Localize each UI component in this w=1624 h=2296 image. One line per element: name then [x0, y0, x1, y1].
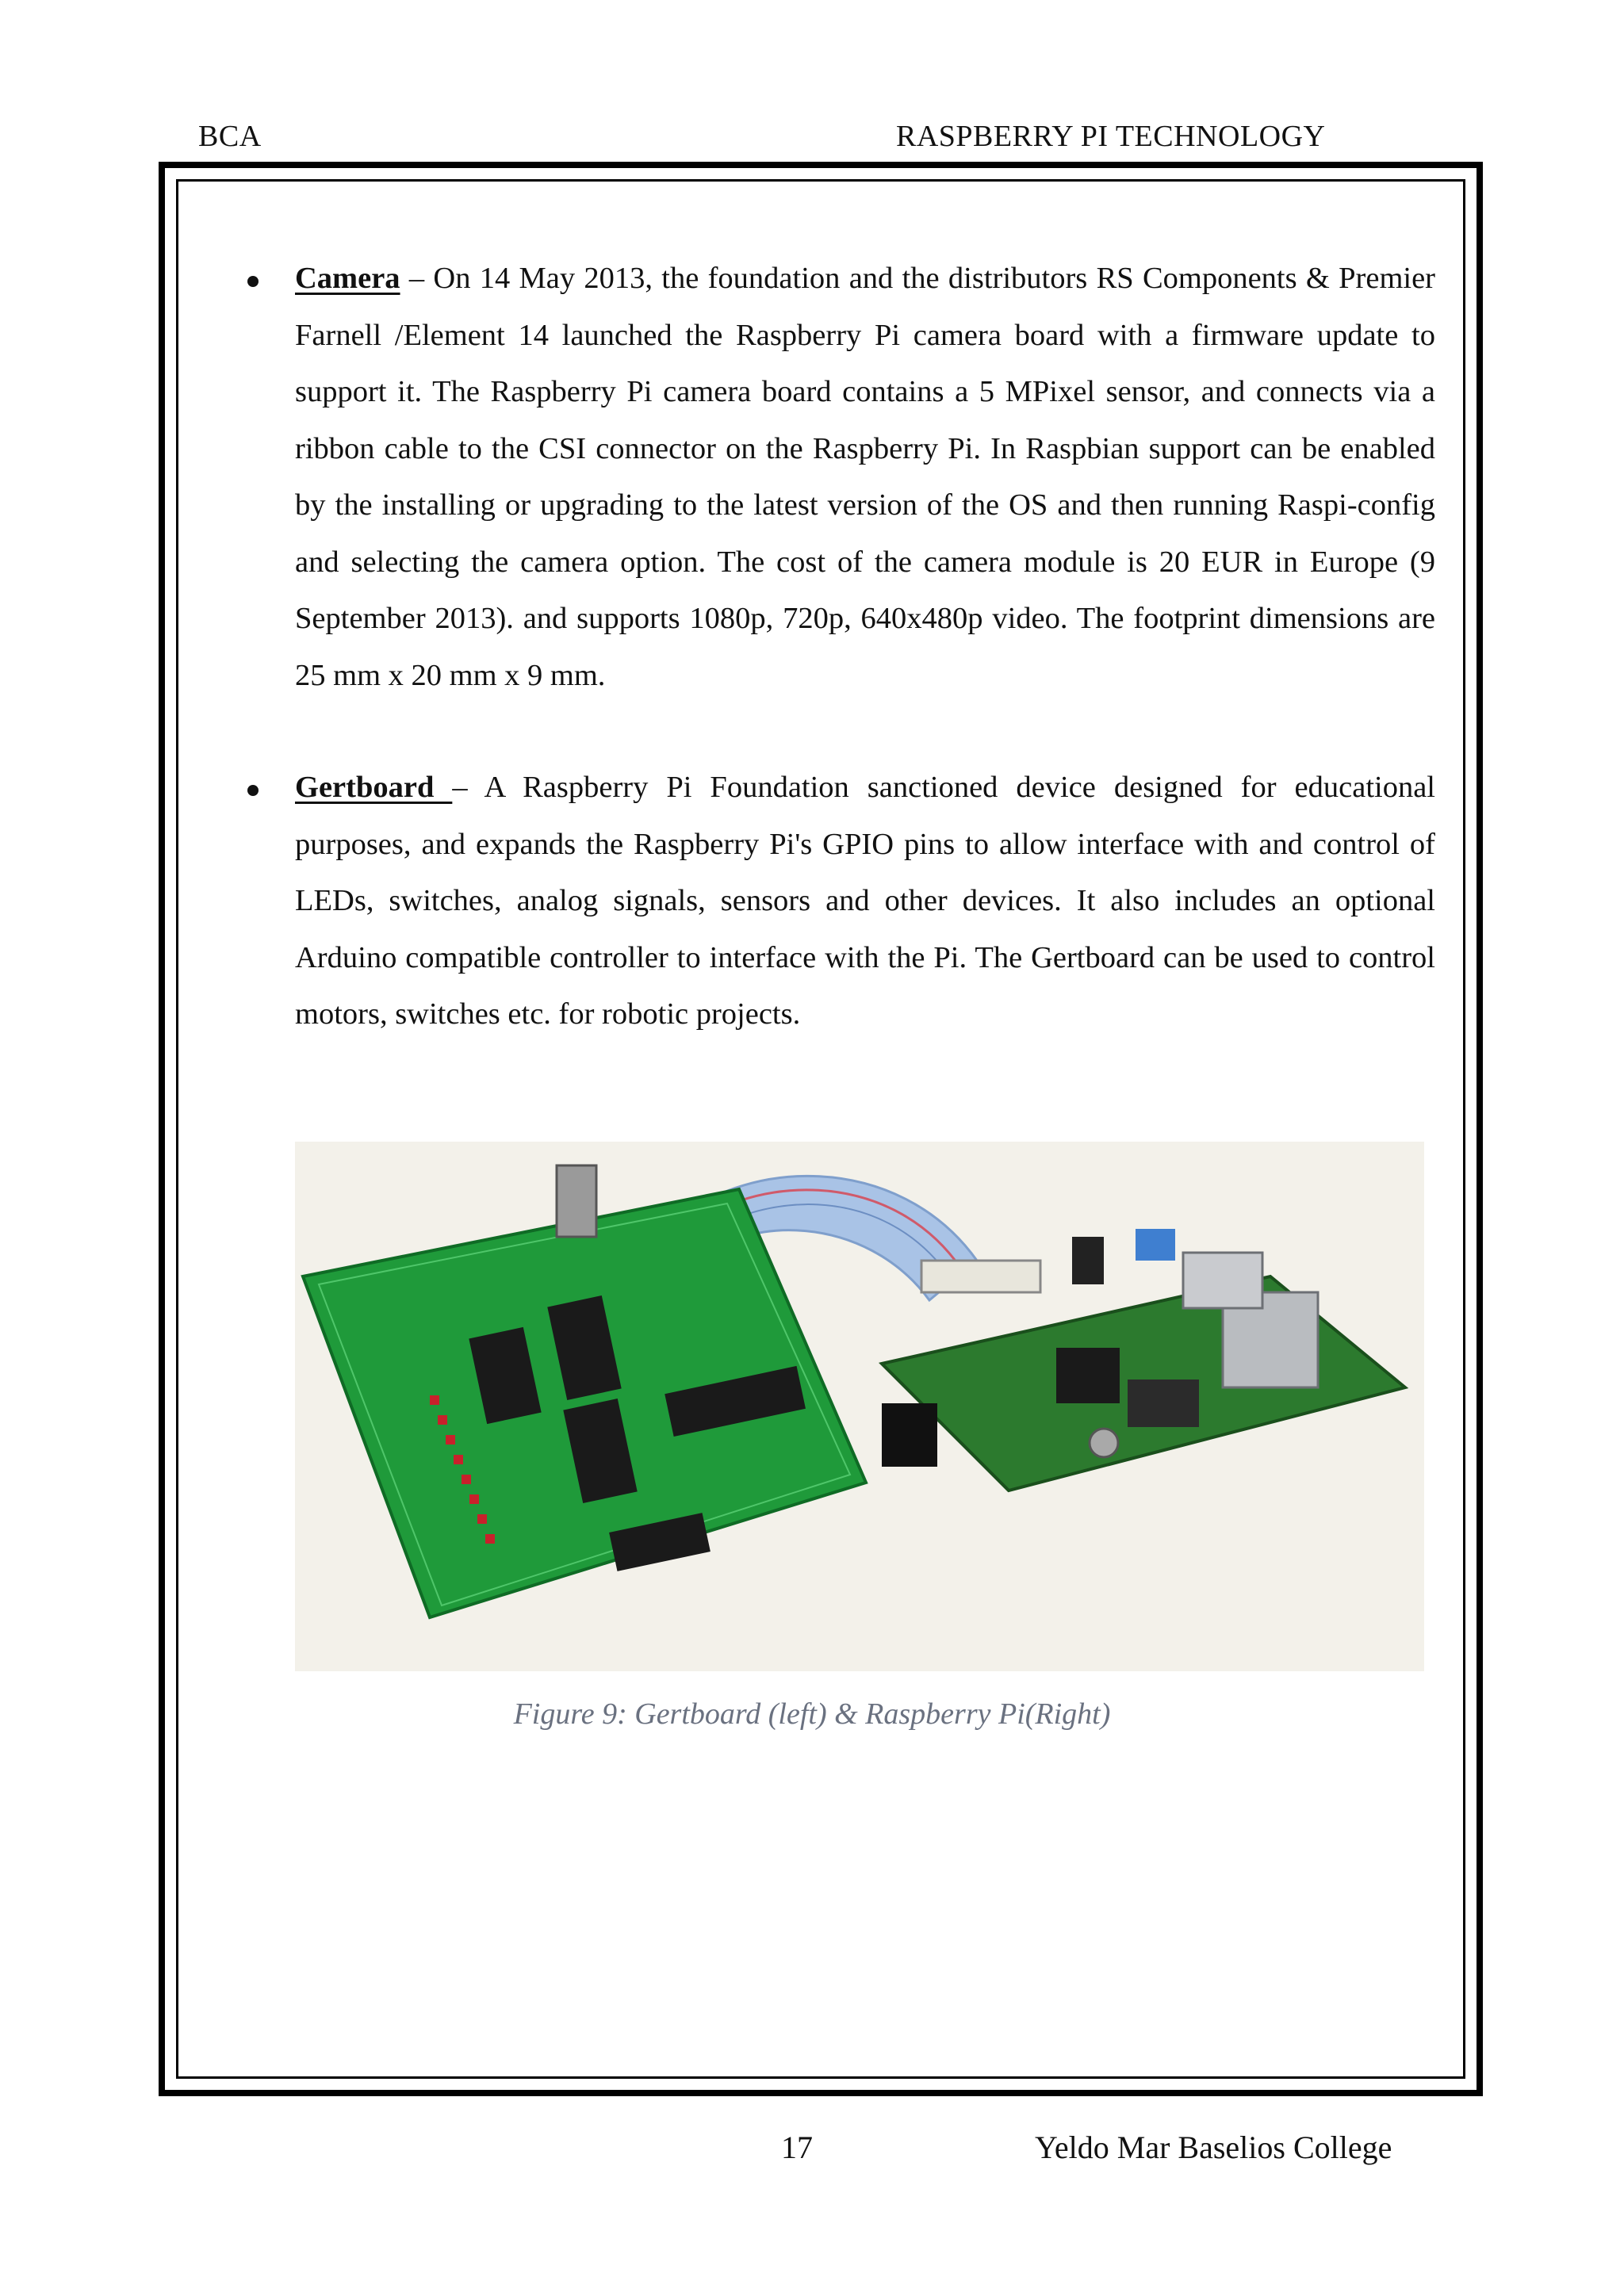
bullet-camera	[238, 251, 1435, 704]
bullet-text: – On 14 May 2013, the foundation and the distributors RS Components & Premier Farnell /Element 14 launched the Raspberry Pi camera board with a firmware update to support it. The Raspberry Pi camera board contains a 5 MPixel sensor, and connects via a ribbon cable to the CSI connector on the Raspberry Pi. In Raspbian support can be enabled by the installing or upgrading to the latest version of the OS and then running Raspi-config and selecting the camera option. The cost of the camera module is 20 EUR in Europe (9 September 2013). and supports 1080p, 720p, 640x480p video. The footprint dimensions are 25 mm x 20 mm x 9 mm.	[295, 262, 1435, 692]
bullet-text: – A Raspberry Pi Foundation sanctioned device designed for educational purposes, and expands the Raspberry Pi's GPIO pins to allow interface with and control of LEDs, switches, analog signals, sensors and other devices. It also includes an optional Arduino compatible controller to interface with the Pi. The Gertboard can be used to control motors, switches etc. for robotic projects.	[295, 771, 1436, 1031]
bullet-gertboard	[238, 760, 1435, 1043]
page-number: 17	[781, 2130, 813, 2165]
bullet-term: Camera	[295, 262, 400, 295]
bullet-list	[238, 251, 1435, 1099]
header-left: BCA	[198, 120, 262, 153]
bullet-term: Gertboard	[295, 771, 453, 804]
figure-image-gertboard-raspberry-pi	[295, 1142, 1424, 1671]
bullet-dot-icon	[247, 785, 259, 796]
figure-caption: Figure 9: Gertboard (left) & Raspberry Pi(Right)	[513, 1697, 1111, 1731]
footer-college: Yeldo Mar Baselios College	[1035, 2130, 1392, 2165]
bullet-dot-icon	[247, 276, 259, 287]
header-right: RASPBERRY PI TECHNOLOGY	[896, 120, 1326, 153]
